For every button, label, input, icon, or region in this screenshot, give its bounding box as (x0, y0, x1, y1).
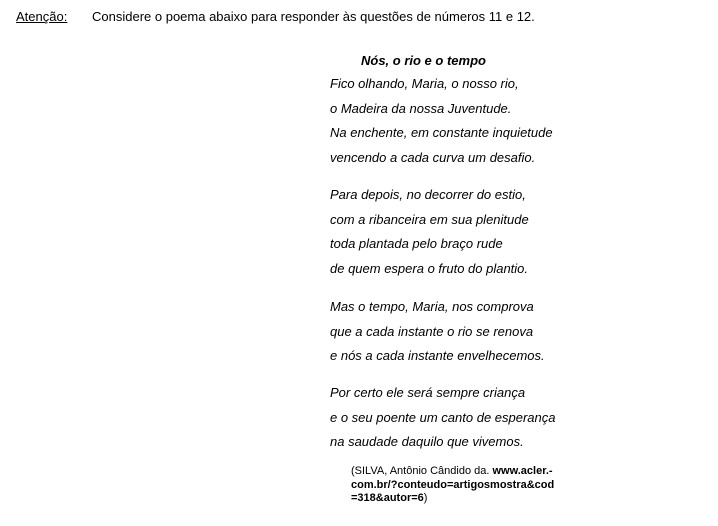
poem-line: toda plantada pelo braço rude (330, 236, 503, 252)
source-line-1 (351, 465, 591, 479)
poem-line: Por certo ele será sempre criança (330, 385, 526, 400)
poem-stanza-3 (330, 295, 545, 369)
poem-line: com a ribanceira em sua plenitude (330, 211, 529, 227)
poem-stanza-1 (330, 72, 553, 170)
poem-line: que a cada instante o rio se renova (330, 323, 534, 339)
source-url-part-1: www.acler.- (492, 465, 553, 477)
poem-stanza-2 (330, 183, 529, 281)
notice-label: Atenção: (16, 9, 68, 24)
poem-title: Nós, o rio e o tempo (361, 53, 486, 68)
source-prefix: (SILVA, Antônio Cândido da. (351, 465, 493, 477)
poem-line: Fico olhando, Maria, o nosso rio, (330, 76, 519, 91)
poem-line: e o seu poente um canto de esperança (330, 409, 556, 425)
poem-stanza-4 (330, 381, 556, 455)
notice-text: Considere o poema abaixo para responder às questões de números 11 e 12. (92, 9, 535, 24)
source-line-3 (351, 492, 591, 506)
source-suffix: ) (423, 492, 428, 504)
poem-line: o Madeira da nossa Juventude. (330, 100, 512, 116)
poem-line: Na enchente, em constante inquietude (330, 125, 553, 141)
poem-line: na saudade daquilo que vivemos. (330, 434, 524, 450)
poem-line: Mas o tempo, Maria, nos comprova (330, 299, 534, 314)
poem-line: de quem espera o fruto do plantio. (330, 260, 529, 276)
source-url-part-2: com.br/?conteudo=artigosmostra&cod (351, 478, 555, 491)
source-url-part-3: =318&autor=6 (351, 492, 424, 504)
poem-line: vencendo a cada curva um desafio. (330, 149, 536, 165)
poem-line: Para depois, no decorrer do estio, (330, 187, 526, 202)
source-citation (351, 465, 591, 506)
poem-line: e nós a cada instante envelhecemos. (330, 348, 545, 364)
